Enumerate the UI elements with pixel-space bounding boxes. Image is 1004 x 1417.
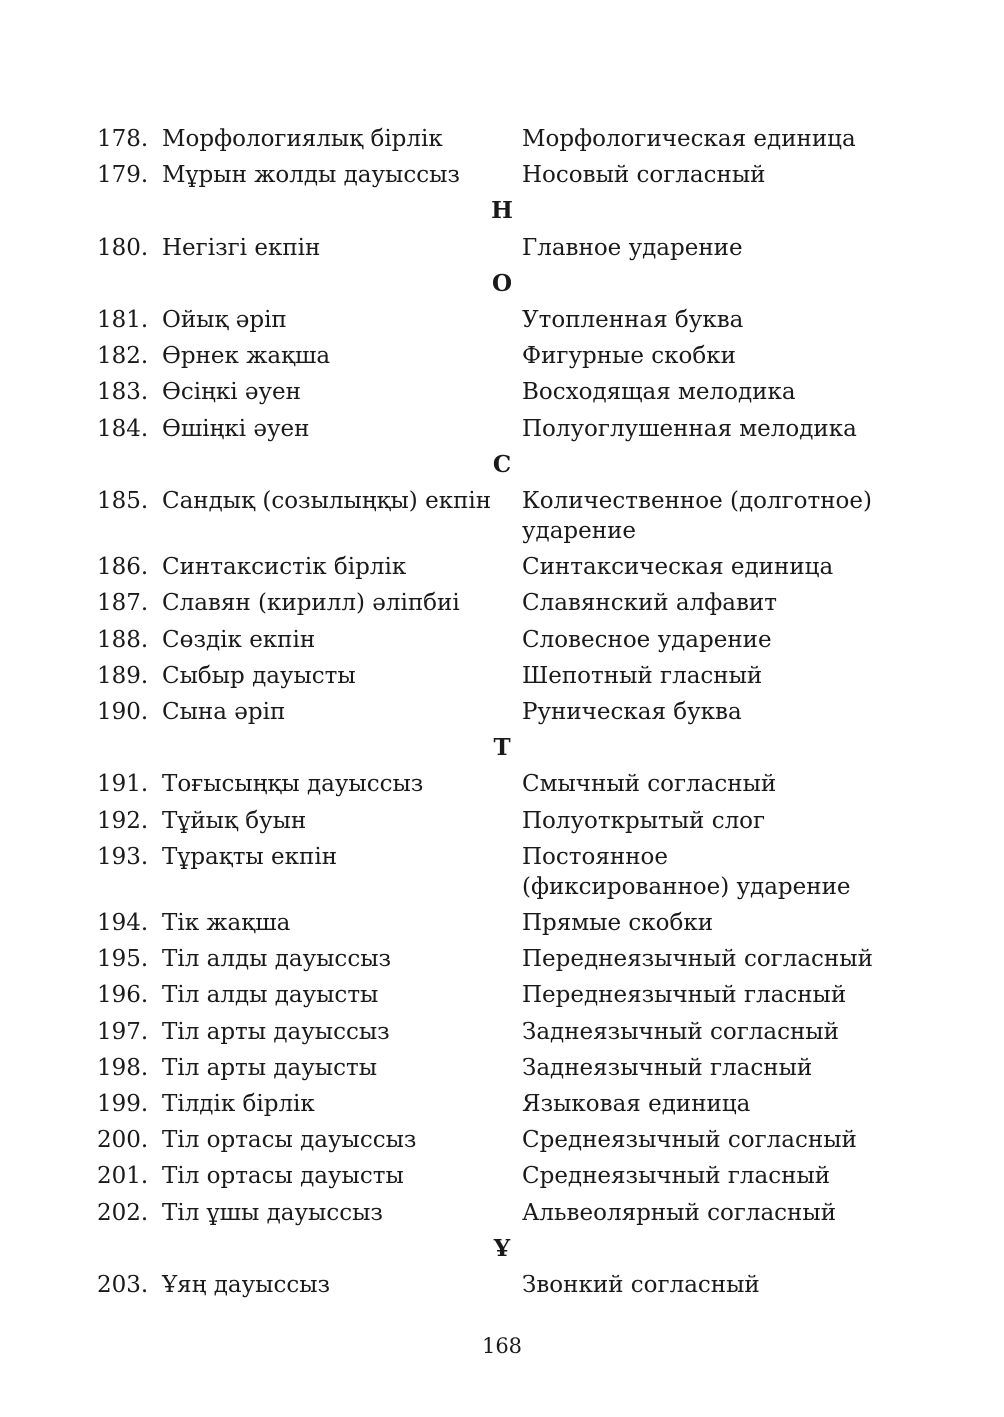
russian-term: Звонкий согласный [522,1272,760,1298]
entry-number: 178. [97,126,149,152]
russian-term: Переднеязычный согласный [522,946,873,973]
entry-number: 194. [97,910,149,936]
entry-number: 188. [97,626,149,653]
kazakh-term: Тіл арты дауысты [162,1054,378,1081]
entry-number: 185. [97,488,149,514]
russian-term: Главное ударение [522,234,743,261]
entry-number: 179. [97,162,149,189]
russian-term: Фигурные скобки [522,343,736,370]
entry-number: 184. [97,415,149,442]
russian-term: Словесное ударение [522,626,772,653]
russian-term: Альвеолярный согласный [522,1199,837,1226]
entry-number: 190. [97,699,149,725]
kazakh-term: Синтаксистік бірлік [162,554,407,581]
entry-number: 192. [97,807,149,834]
kazakh-term: Өшіңкі әуен [162,415,310,442]
entry-number: 196. [97,982,149,1009]
russian-term: Прямые скобки [522,910,714,936]
russian-term: Количественное (долготное) ударение [522,488,872,544]
entry-number: 182. [97,343,149,370]
kazakh-term: Тілдік бірлік [162,1091,315,1117]
kazakh-term: Ұяң дауыссыз [162,1272,331,1298]
kazakh-term: Өсіңкі әуен [162,379,301,406]
kazakh-term: Славян (кирилл) әліпбиі [162,590,460,617]
russian-term: Славянский алфавит [522,590,777,617]
kazakh-term: Сына әріп [162,699,286,725]
russian-term: Синтаксическая единица [522,554,834,581]
russian-term: Восходящая мелодика [522,379,796,406]
russian-term: Заднеязычный гласный [522,1054,813,1081]
section-letter: Т [493,734,511,762]
entry-number: 200. [97,1127,149,1154]
section-letter: О [491,269,513,297]
kazakh-term: Тіл ортасы дауысты [162,1163,404,1190]
entry-number: 198. [97,1054,149,1081]
section-letter: Ұ [493,1234,511,1262]
entry-number: 186. [97,554,149,581]
russian-term: Руническая буква [522,699,742,725]
entry-number: 201. [97,1163,149,1190]
kazakh-term: Тұрақты екпін [162,843,338,870]
page-number: 168 [481,1334,523,1358]
entry-number: 189. [97,662,149,689]
russian-term: Среднеязычный согласный [522,1127,857,1154]
russian-term: Утопленная буква [522,307,744,333]
kazakh-term: Тіл арты дауыссыз [162,1018,390,1045]
kazakh-term: Сыбыр дауысты [162,662,356,689]
entry-number: 181. [97,307,149,333]
kazakh-term: Тұйық буын [162,807,307,834]
entry-number: 191. [97,771,149,798]
russian-term: Носовый согласный [522,162,766,189]
russian-term: Смычный согласный [522,771,777,798]
kazakh-term: Мұрын жолды дауыссыз [162,162,460,189]
kazakh-term: Сандық (созылыңқы) екпін [162,488,492,514]
entry-number: 199. [97,1091,149,1117]
kazakh-term: Негізгі екпін [162,234,321,261]
kazakh-term: Тоғысыңқы дауыссыз [162,771,424,798]
entry-number: 180. [97,234,149,261]
kazakh-term: Сөздік екпін [162,626,316,653]
entry-number: 187. [97,590,149,617]
russian-term: Шепотный гласный [522,662,763,689]
russian-term: Языковая единица [522,1091,751,1117]
kazakh-term: Тіл ортасы дауыссыз [162,1127,417,1154]
russian-term: Заднеязычный согласный [522,1018,839,1045]
entry-number: 203. [97,1272,149,1298]
russian-term: Полуоткрытый слог [522,807,766,834]
russian-term: Постоянное (фиксированное) ударение [522,843,851,900]
entry-number: 183. [97,379,149,406]
entry-number: 193. [97,843,149,870]
kazakh-term: Тіл ұшы дауыссыз [162,1199,383,1226]
section-letter: С [492,450,512,478]
kazakh-term: Ойық әріп [162,307,287,333]
kazakh-term: Өрнек жақша [162,343,331,370]
kazakh-term: Морфологиялық бірлік [162,126,443,152]
russian-term: Морфологическая единица [522,126,856,152]
entry-number: 195. [97,946,149,973]
russian-term: Полуоглушенная мелодика [522,415,857,442]
section-letter: Н [491,197,513,225]
kazakh-term: Тік жақша [162,910,291,936]
russian-term: Переднеязычный гласный [522,982,847,1009]
entry-number: 197. [97,1018,149,1045]
kazakh-term: Тіл алды дауыссыз [162,946,392,973]
entry-number: 202. [97,1199,149,1226]
russian-term: Среднеязычный гласный [522,1163,831,1190]
kazakh-term: Тіл алды дауысты [162,982,379,1009]
